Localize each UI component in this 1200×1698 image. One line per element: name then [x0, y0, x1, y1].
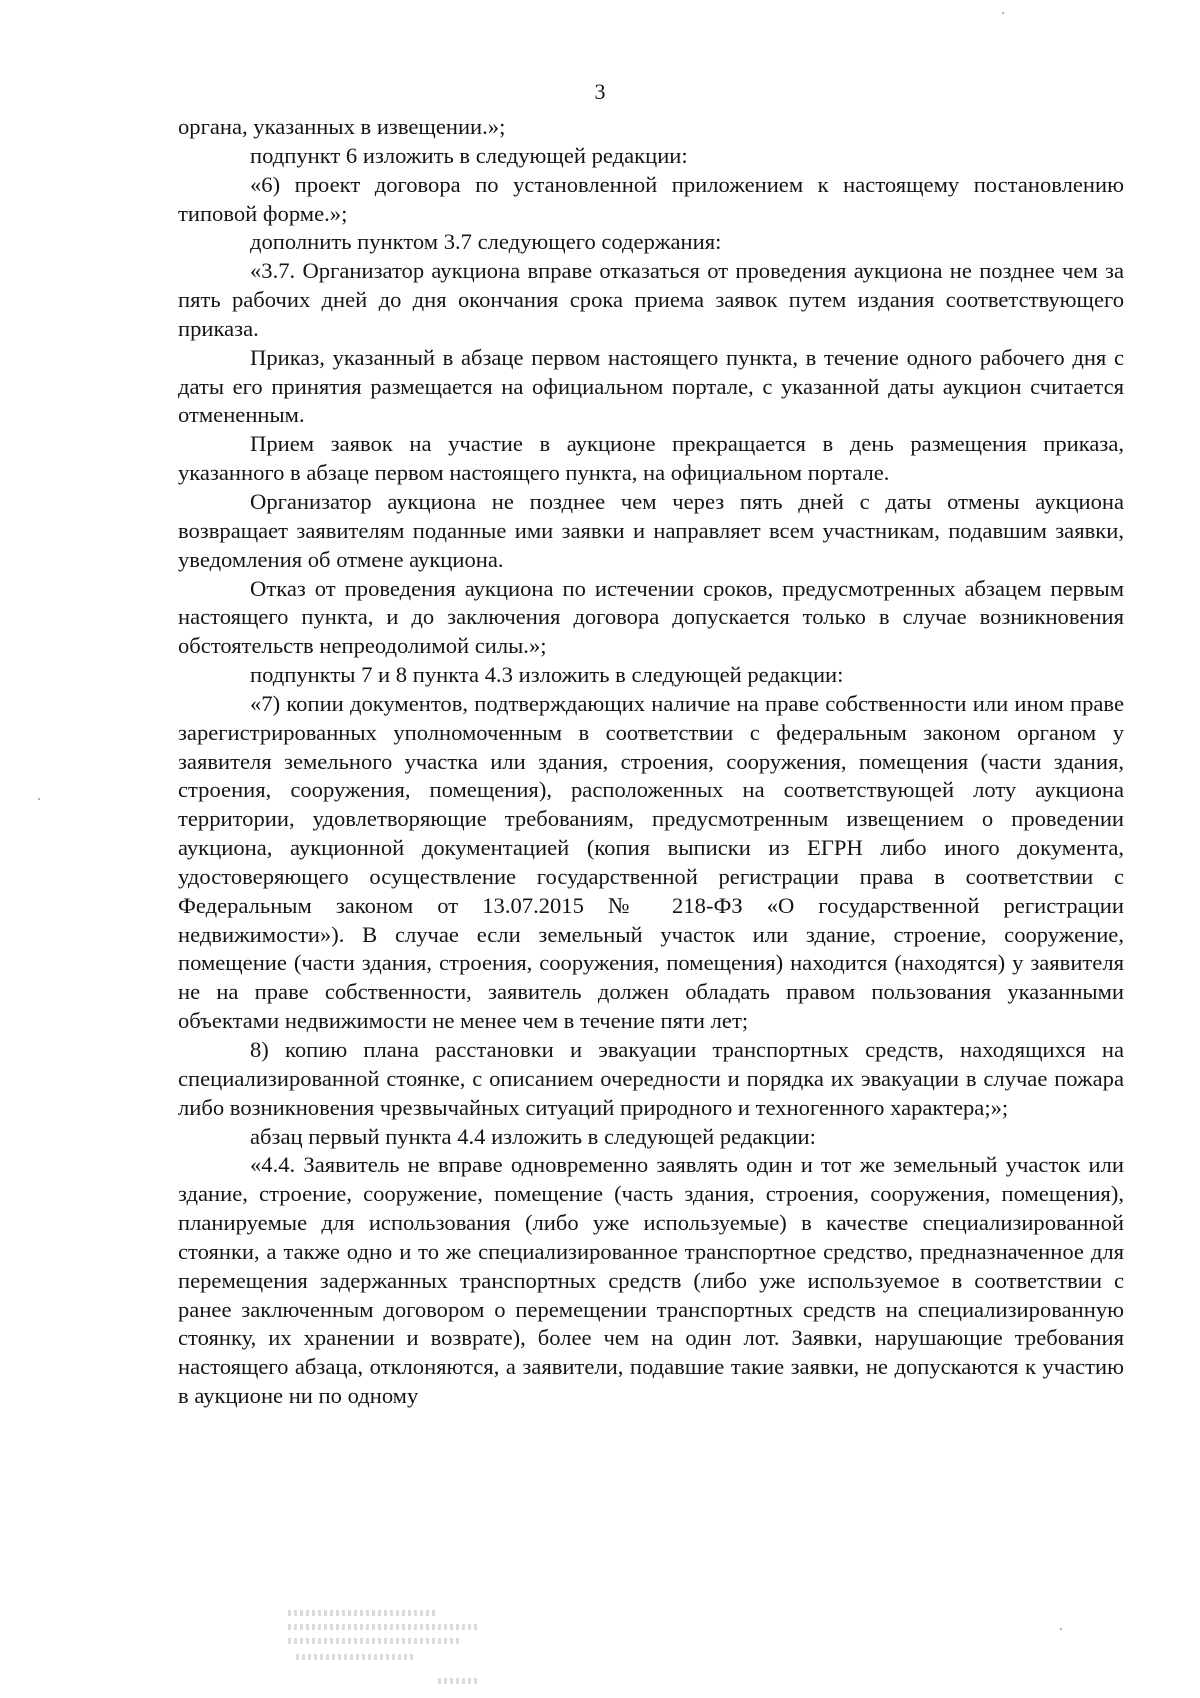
paragraph-13: абзац первый пункта 4.4 изложить в следующей редакции:: [250, 1123, 816, 1149]
scan-speck: [38, 798, 40, 800]
paragraph-3: «6) проект договора по установленной приложением к настоящему постановлению типовой форме.»;: [178, 171, 1124, 226]
scan-speck: [1002, 12, 1004, 14]
stamp-line: [438, 1678, 478, 1684]
paragraph-5: «3.7. Организатор аукциона вправе отказаться от проведения аукциона не позднее чем за пять рабочих дней до дня окончания срока приема заявок путем издания соответствующего приказа.: [178, 258, 1124, 341]
paragraph-9: Отказ от проведения аукциона по истечении сроков, предусмотренных абзацем первым настоящего пункта, и до заключения договора допускается только в случае возникновения обстоятельств непреодолимой силы.»;: [178, 575, 1124, 659]
paragraph-14: «4.4. Заявитель не вправе одновременно заявлять один и тот же земельный участок или здание, строение, сооружение, помещение (часть здания, строения, сооружения, помещения), планируемые для использования (либо уже используемые) в качестве специализированной стоянки, а также одно и то же специализированное транспортное средство, предназначенное для перемещения задержанных транспортных средств (либо уже используемое в соответствии с ранее заключенным договором о перемещении транспортных средств на специализированную стоянку, их хранении и возврате), более чем на один лот. Заявки, нарушающие требования настоящего абзаца, отклоняются, а заявители, подавшие такие заявки, не допускаются к участию в аукционе ни по одному: [178, 1152, 1124, 1409]
paragraph-1: органа, указанных в извещении.»;: [178, 114, 506, 139]
stamp-line: [288, 1624, 478, 1630]
paragraph-6: Приказ, указанный в абзаце первом настоящего пункта, в течение одного рабочего дня с даты его принятия размещается на официальном портале, с указанной даты аукцион считается отмененным.: [178, 344, 1124, 428]
paragraph-10: подпункты 7 и 8 пункта 4.3 изложить в следующей редакции:: [250, 662, 844, 688]
stamp-line: [288, 1610, 438, 1616]
paragraph-2: подпункт 6 изложить в следующей редакции:: [250, 142, 688, 168]
paragraph-8: Организатор аукциона не позднее чем через пять дней с даты отмены аукциона возвращает заявителям поданные ими заявки и направляет всем участникам, подавшим заявки, уведомления об отмене аукциона.: [178, 488, 1124, 572]
paragraph-7: Прием заявок на участие в аукционе прекращается в день размещения приказа, указанного в абзаце первом настоящего пункта, на официальном портале.: [178, 431, 1124, 486]
paragraph-11: «7) копии документов, подтверждающих наличие на праве собственности или ином праве зарегистрированных уполномоченным в соответствии с федеральным законом органом у заявителя земельного участка или здания, строения, сооружения, помещения (части здания, строения, сооружения, помещения), расположенных на соответствующей лоту аукциона территории, удовлетворяющие требованиям, предусмотренным извещением о проведении аукциона, аукционной документацией (копия выписки из ЕГРН либо иного документа, удостоверяющего осуществление государственной регистрации права в соответствии с Федеральным законом от 13.07.2015 № 218-ФЗ «О государственной регистрации недвижимости»). В случае если земельный участок или здание, строение, сооружение, помещение (части здания, строения, сооружения, помещения) находится (находятся) у заявителя не на праве собственности, заявитель должен обладать правом пользования указанными объектами недвижимости не менее чем в течение пяти лет;: [178, 690, 1124, 1034]
paragraph-4: дополнить пунктом 3.7 следующего содержания:: [250, 229, 722, 255]
stamp-line: [296, 1654, 416, 1660]
faded-stamp-mark: [288, 1606, 486, 1686]
stamp-line: [288, 1638, 460, 1644]
page-number: 3: [594, 79, 606, 104]
paragraph-12: 8) копию плана расстановки и эвакуации транспортных средств, находящихся на специализированной стоянке, с описанием очередности и порядка их эвакуации в случае пожара либо возникновения чрезвычайных ситуаций природного и техногенного характера;»;: [178, 1037, 1124, 1120]
scan-speck: [1060, 1628, 1062, 1630]
document-text: [178, 113, 1124, 1411]
